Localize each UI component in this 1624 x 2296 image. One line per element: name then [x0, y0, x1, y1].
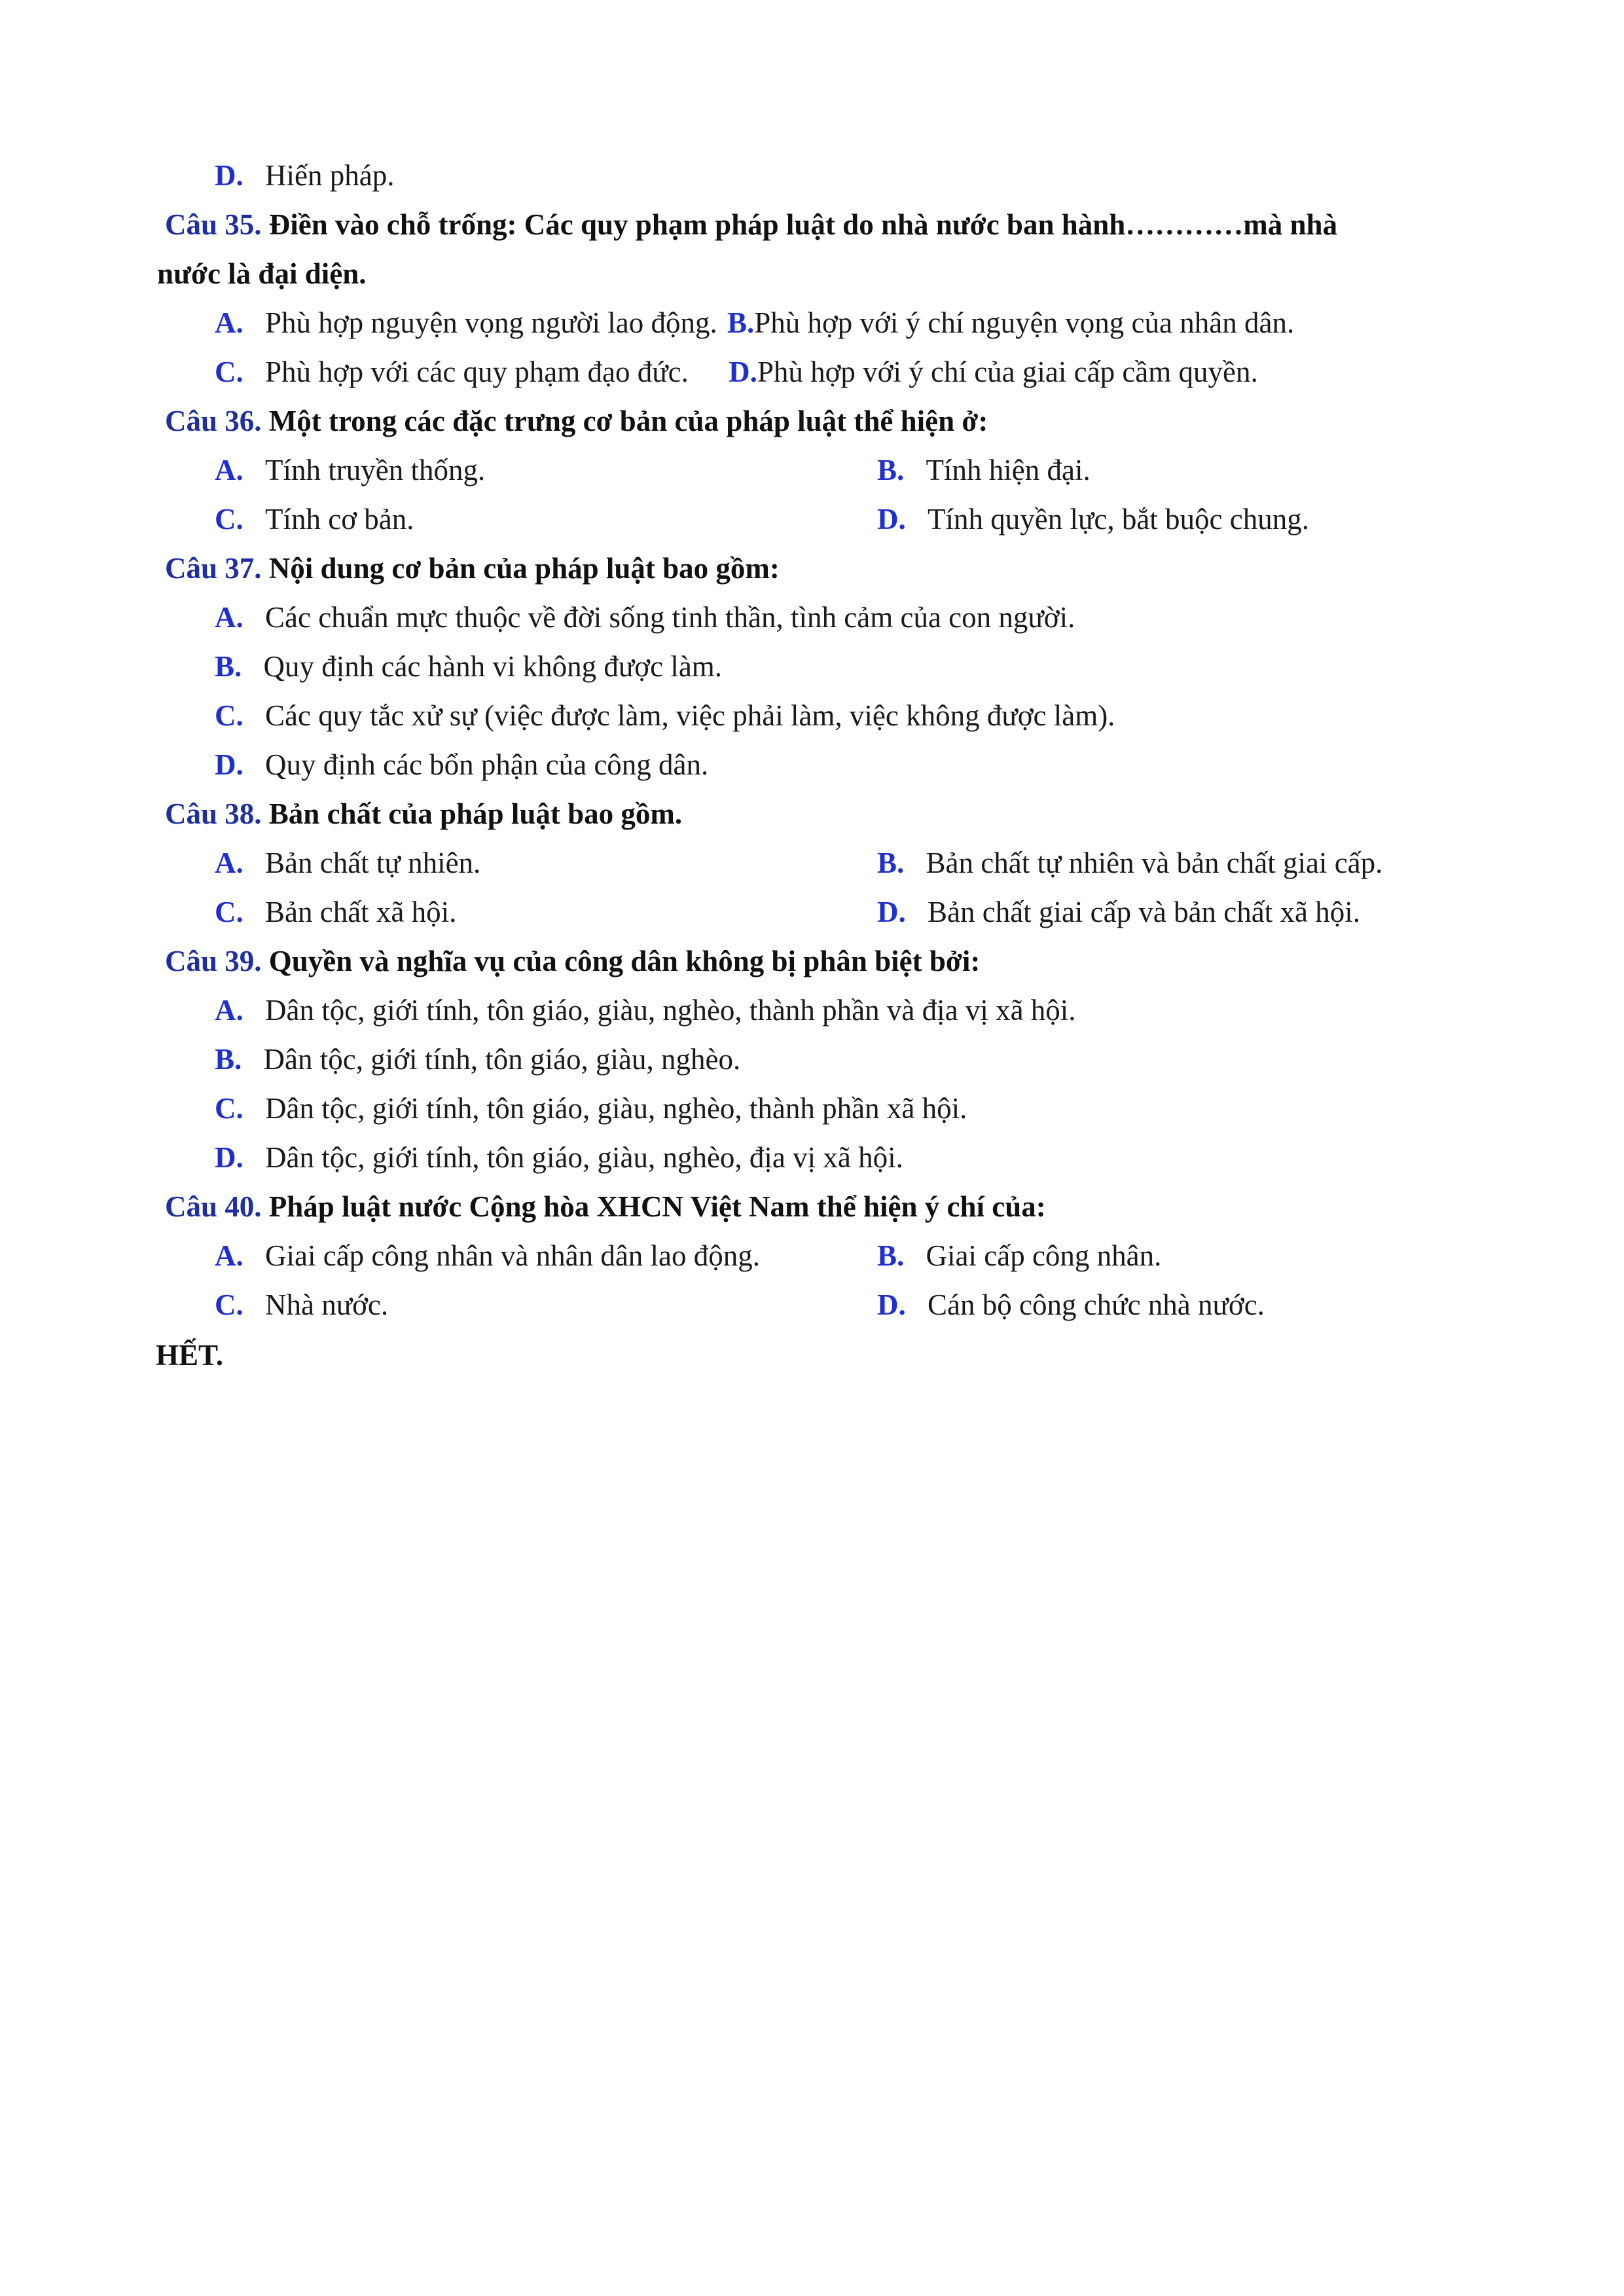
question-text: Pháp luật nước Cộng hòa XHCN Việt Nam thể hiện ý chí của:: [268, 1190, 1046, 1223]
option-text: Bản chất xã hội.: [265, 896, 457, 928]
option-row: [215, 696, 1115, 735]
option-row: [877, 892, 1360, 932]
option-label: C.: [215, 699, 244, 732]
option-text: Dân tộc, giới tính, tôn giáo, giàu, nghèo, thành phần xã hội.: [265, 1092, 967, 1125]
question-text: Bản chất của pháp luật bao gồm.: [268, 797, 683, 830]
question-title: [165, 549, 780, 588]
option-text: Phù hợp với ý chí của giai cấp cầm quyền.: [757, 355, 1258, 388]
option-text: Nhà nước.: [265, 1288, 389, 1321]
option-label: A.: [215, 847, 244, 879]
option-row: [215, 450, 485, 490]
option-text: Dân tộc, giới tính, tôn giáo, giàu, nghèo, thành phần và địa vị xã hội.: [265, 994, 1076, 1027]
option-label: A.: [215, 306, 244, 339]
option-label: C.: [215, 896, 244, 928]
option-text: Bản chất tự nhiên và bản chất giai cấp.: [926, 847, 1383, 879]
option-row: [877, 1285, 1265, 1324]
option-text: Bản chất tự nhiên.: [265, 847, 481, 879]
question-title: [165, 794, 682, 833]
option-label: D.: [215, 748, 244, 781]
option-label: A.: [215, 1239, 244, 1272]
option-text: Các chuẩn mực thuộc về đời sống tinh thần, tình cảm của con người.: [265, 601, 1075, 634]
option-label: D.: [215, 1141, 244, 1174]
option-text: Giai cấp công nhân và nhân dân lao động.: [265, 1239, 761, 1272]
option-row: [215, 598, 1075, 637]
option-label: B.: [877, 847, 905, 879]
option-row: [215, 647, 722, 686]
option-text: Tính cơ bản.: [265, 503, 414, 536]
question-text: Quyền và nghĩa vụ của công dân không bị phân biệt bởi:: [268, 945, 981, 977]
option-row: [215, 745, 708, 784]
option-label: B.: [727, 306, 755, 339]
question-title: [165, 1187, 1046, 1226]
option-label: D.: [877, 503, 906, 536]
option-row: [215, 1138, 903, 1177]
option-label: C.: [215, 503, 244, 536]
option-label: A.: [215, 601, 244, 634]
option-text: Tính truyền thống.: [265, 454, 486, 486]
option-row: [215, 1089, 967, 1128]
option-label: D.: [877, 896, 906, 928]
option-label: D.: [215, 159, 244, 192]
option-row: [215, 991, 1076, 1030]
option-row: [877, 450, 1091, 490]
option-text: Tính quyền lực, bắt buộc chung.: [928, 503, 1310, 536]
option-text: Dân tộc, giới tính, tôn giáo, giàu, nghèo, địa vị xã hội.: [265, 1141, 903, 1174]
question-number: Câu 36.: [165, 405, 262, 437]
option-text: Phù hợp với ý chí nguyện vọng của nhân dân.: [754, 306, 1295, 339]
option-row: [877, 500, 1309, 539]
option-label: D.: [877, 1288, 906, 1321]
option-label: A.: [215, 994, 244, 1027]
option-row: [215, 352, 1258, 392]
option-label: C.: [215, 355, 244, 388]
option-label: B.: [877, 1239, 905, 1272]
question-number: Câu 37.: [165, 552, 262, 585]
question-title-continued: [157, 254, 366, 293]
question-number: Câu 35.: [165, 208, 262, 241]
option-label: B.: [215, 650, 242, 683]
option-row: [215, 892, 456, 932]
option-text: Phù hợp nguyện vọng người lao động.: [265, 306, 717, 339]
option-row: [877, 843, 1382, 883]
question-text: Nội dung cơ bản của pháp luật bao gồm:: [268, 552, 780, 585]
option-text: Quy định các hành vi không được làm.: [263, 650, 723, 683]
question-number: Câu 39.: [165, 945, 262, 977]
option-text: Quy định các bổn phận của công dân.: [265, 748, 709, 781]
option-row: [215, 1040, 740, 1079]
option-row: [215, 303, 1294, 342]
question-title: [165, 941, 980, 981]
option-label: D.: [729, 355, 757, 388]
option-label: B.: [877, 454, 905, 486]
option-text: Bản chất giai cấp và bản chất xã hội.: [928, 896, 1360, 928]
option-text: Hiến pháp.: [265, 159, 395, 192]
question-title: [165, 205, 1337, 244]
end-marker: HẾT.: [156, 1339, 223, 1372]
question-text: nước là đại diện.: [157, 257, 367, 290]
option-text: Giai cấp công nhân.: [926, 1239, 1162, 1272]
question-number: Câu 38.: [165, 797, 262, 830]
option-text: Tính hiện đại.: [926, 454, 1091, 486]
option-text: Cán bộ công chức nhà nước.: [928, 1288, 1265, 1321]
option-row: [215, 1285, 388, 1324]
question-title: [165, 401, 988, 441]
option-row: [877, 1236, 1161, 1275]
question-number: Câu 40.: [165, 1190, 262, 1223]
option-row: [215, 843, 480, 883]
question-text: Một trong các đặc trưng cơ bản của pháp luật thể hiện ở:: [268, 405, 988, 437]
option-text: Các quy tắc xử sự (việc được làm, việc phải làm, việc không được làm).: [265, 699, 1115, 732]
option-text: Dân tộc, giới tính, tôn giáo, giàu, nghèo.: [263, 1043, 741, 1076]
option-row: [215, 156, 394, 195]
option-label: B.: [215, 1043, 242, 1076]
option-label: C.: [215, 1288, 244, 1321]
option-row: [215, 500, 414, 539]
option-row: [215, 1236, 760, 1275]
option-label: C.: [215, 1092, 244, 1125]
option-label: A.: [215, 454, 244, 486]
option-text: Phù hợp với các quy phạm đạo đức.: [265, 355, 689, 388]
question-text: Điền vào chỗ trống: Các quy phạm pháp luật do nhà nước ban hành…………mà nhà: [268, 208, 1338, 241]
